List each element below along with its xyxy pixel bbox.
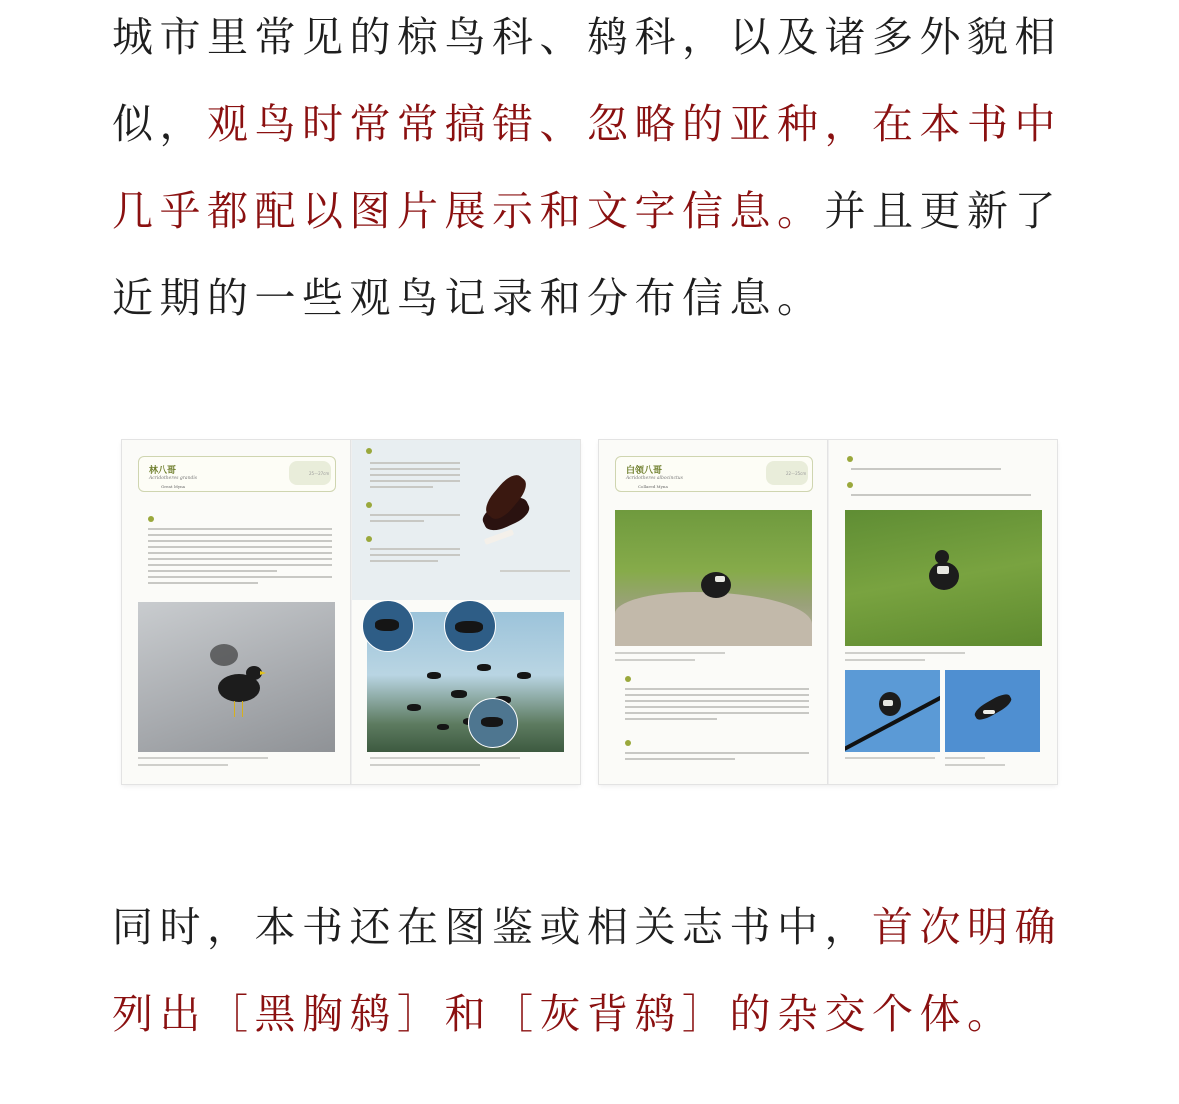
section-marker bbox=[625, 676, 634, 682]
bird-flying bbox=[437, 724, 449, 730]
bird-flying bbox=[481, 717, 503, 727]
bird-flying bbox=[407, 704, 421, 711]
latin-name: Acridotheres albocinctus bbox=[626, 476, 683, 481]
photo-myna-rock bbox=[615, 510, 812, 646]
hybrid-paragraph bbox=[112, 884, 1072, 1058]
bird-flying bbox=[451, 690, 467, 698]
description-text bbox=[851, 468, 1001, 474]
photo-myna-flight bbox=[945, 670, 1040, 752]
photo-caption bbox=[615, 652, 725, 654]
section-marker bbox=[366, 448, 375, 454]
book-spread-collared-myna bbox=[599, 440, 1057, 784]
section-marker bbox=[366, 502, 375, 508]
description-text bbox=[625, 752, 809, 764]
photo-caption bbox=[138, 757, 268, 759]
species-name: 林八哥 bbox=[149, 466, 177, 476]
intro-paragraph bbox=[112, 0, 1072, 342]
bird-blurred bbox=[210, 644, 238, 666]
wing-patch bbox=[983, 710, 995, 714]
photo-myna-ground bbox=[138, 602, 335, 752]
photo-caption bbox=[845, 757, 935, 759]
hybrid-highlight: 首次明确列出［黑胸鸫］和［灰背鸫］的杂交个体。 bbox=[112, 903, 1062, 1038]
section-marker bbox=[847, 456, 856, 462]
description-text bbox=[625, 688, 809, 724]
collar-patch bbox=[715, 576, 725, 582]
bird-flying bbox=[455, 621, 483, 633]
species-name: 白领八哥 bbox=[626, 466, 663, 476]
photo-caption bbox=[845, 652, 965, 654]
body-length: 25～27cm bbox=[309, 471, 330, 476]
detail-circle bbox=[444, 600, 496, 652]
bird-flying bbox=[375, 619, 399, 631]
detail-circle bbox=[468, 698, 518, 748]
photo-caption bbox=[945, 764, 1005, 766]
bird-flying bbox=[517, 672, 531, 679]
intro-text-1: 城市里常见的椋鸟科、鸫科，以及诸多外貌相似， bbox=[112, 13, 1062, 148]
bird-beak bbox=[260, 671, 266, 675]
hybrid-text-1: 同时，本书还在图鉴或相关志书中， bbox=[112, 903, 872, 951]
bird-leg bbox=[234, 701, 235, 717]
bird-flying bbox=[427, 672, 441, 679]
bird-leg bbox=[242, 701, 243, 717]
book-spread-great-myna bbox=[122, 440, 580, 784]
species-header bbox=[615, 456, 813, 492]
photo-caption bbox=[500, 570, 570, 572]
book-spine bbox=[827, 440, 829, 784]
photo-caption bbox=[370, 757, 520, 759]
section-marker bbox=[625, 740, 634, 746]
rock bbox=[615, 592, 812, 646]
description-text bbox=[148, 528, 332, 588]
collar-patch bbox=[883, 700, 893, 706]
section-marker bbox=[366, 536, 375, 542]
section-marker bbox=[148, 516, 157, 522]
section-marker bbox=[847, 482, 856, 488]
species-header bbox=[138, 456, 336, 492]
intro-text-2: 并且更新了近期的一些观鸟记录和分布信息。 bbox=[112, 187, 1062, 322]
photo-caption bbox=[845, 659, 925, 661]
photo-myna-grass bbox=[845, 510, 1042, 646]
photo-caption bbox=[945, 757, 985, 759]
bird-flying bbox=[477, 664, 491, 671]
english-name: Great Myna bbox=[161, 484, 186, 489]
bird-head bbox=[935, 550, 949, 564]
photo-caption bbox=[138, 764, 228, 766]
english-name: Collared Myna bbox=[638, 484, 668, 489]
photo-caption bbox=[615, 659, 695, 661]
detail-circle bbox=[362, 600, 414, 652]
collar-patch bbox=[937, 566, 949, 574]
description-text bbox=[370, 462, 460, 492]
description-text bbox=[370, 514, 460, 526]
body-length: 22～25cm bbox=[786, 471, 807, 476]
photo-myna-wire bbox=[845, 670, 940, 752]
description-text bbox=[851, 494, 1031, 500]
bird-flying bbox=[972, 691, 1014, 723]
intro-highlight: 观鸟时常常搞错、忽略的亚种，在本书中几乎都配以图片展示和文字信息。 bbox=[112, 100, 1062, 235]
photo-caption bbox=[370, 764, 480, 766]
latin-name: Acridotheres grandis bbox=[149, 476, 198, 481]
description-text bbox=[370, 548, 460, 566]
